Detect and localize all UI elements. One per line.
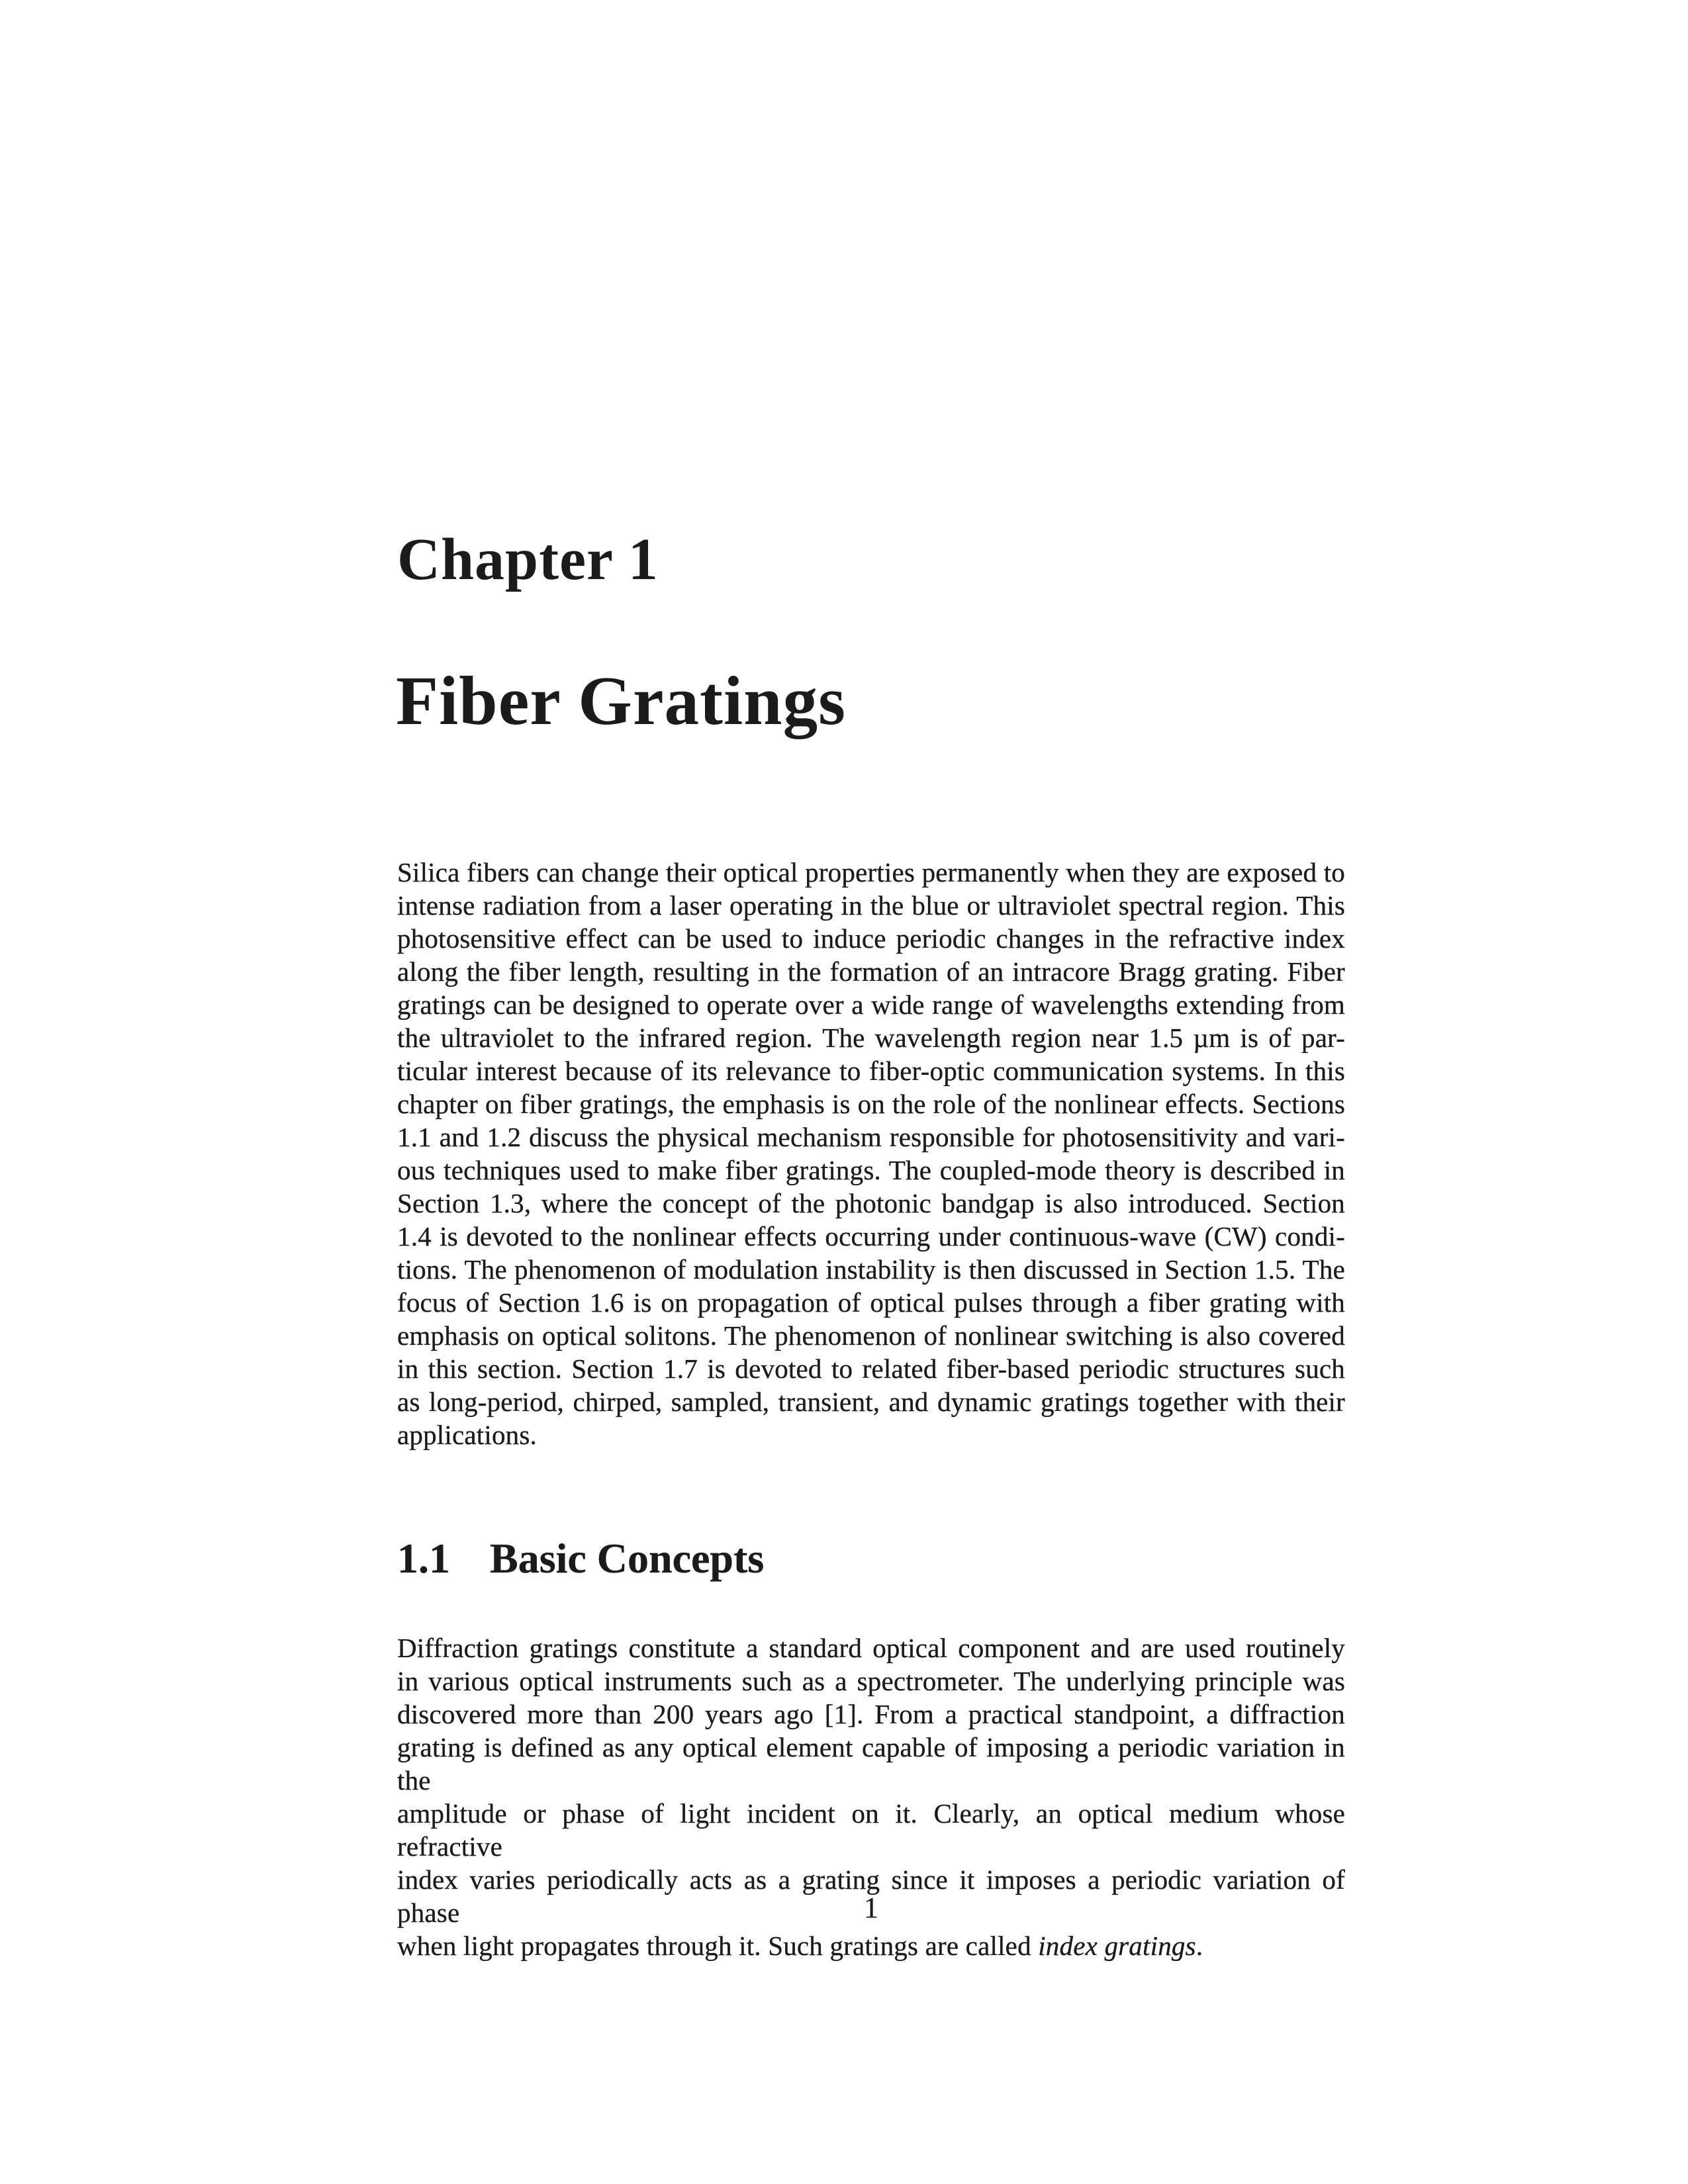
- text-line: Section 1.3, where the concept of the photonic bandgap is also introduced. Section: [397, 1188, 1345, 1218]
- text-line: discovered more than 200 years ago [1]. From a practical standpoint, a diffraction: [397, 1699, 1345, 1729]
- text-line: gratings can be designed to operate over a wide range of wavelengths extending from: [397, 989, 1345, 1020]
- text-line: along the fiber length, resulting in the formation of an intracore Bragg grating. Fiber: [397, 956, 1345, 987]
- text-segment: .: [1196, 1931, 1203, 1961]
- section-title: Basic Concepts: [490, 1535, 765, 1582]
- chapter-title: Fiber Gratings: [396, 662, 846, 739]
- text-line: emphasis on optical solitons. The phenomenon of nonlinear switching is also covered: [397, 1320, 1345, 1351]
- section-number: 1.1: [397, 1535, 450, 1582]
- text-line: grating is defined as any optical element capable of imposing a periodic variation in the: [397, 1732, 1345, 1796]
- text-line: in this section. Section 1.7 is devoted to related fiber-based periodic structures such: [397, 1353, 1345, 1384]
- text-line: photosensitive effect can be used to induce periodic changes in the refractive index: [397, 923, 1345, 954]
- text-line: 1.4 is devoted to the nonlinear effects occurring under continuous-wave (CW) condi-: [397, 1221, 1345, 1251]
- text-line: as long-period, chirped, sampled, transient, and dynamic gratings together with their: [397, 1387, 1345, 1417]
- text-line: index varies periodically acts as a grating since it imposes a periodic variation of phase: [397, 1864, 1345, 1928]
- intro-paragraph: [397, 856, 1345, 1451]
- page-number: 1: [864, 1891, 878, 1924]
- text-line: Diffraction gratings constitute a standard optical component and are used routinely: [397, 1633, 1345, 1663]
- text-segment: when light propagates through it. Such gratings are called: [397, 1931, 1039, 1961]
- text-line: amplitude or phase of light incident on it. Clearly, an optical medium whose refractive: [397, 1798, 1345, 1862]
- text-line: the ultraviolet to the infrared region. The wavelength region near 1.5 µm is of par-: [397, 1023, 1345, 1053]
- section-heading: [397, 1537, 764, 1580]
- text-line: tions. The phenomenon of modulation instability is then discussed in Section 1.5. The: [397, 1254, 1345, 1285]
- text-line: applications.: [397, 1420, 537, 1450]
- chapter-label: Chapter 1: [397, 527, 659, 592]
- italic-term: index gratings: [1038, 1931, 1196, 1961]
- text-line: focus of Section 1.6 is on propagation of optical pulses through a fiber grating with: [397, 1287, 1345, 1318]
- text-line: in various optical instruments such as a spectrometer. The underlying principle was: [397, 1666, 1345, 1696]
- text-line: intense radiation from a laser operating in the blue or ultraviolet spectral region. This: [397, 890, 1345, 921]
- text-line: 1.1 and 1.2 discuss the physical mechanism responsible for photosensitivity and vari-: [397, 1122, 1345, 1152]
- text-line: [397, 1929, 1345, 1962]
- text-line: chapter on fiber gratings, the emphasis is on the role of the nonlinear effects. Sections: [397, 1089, 1345, 1119]
- text-line: ous techniques used to make fiber gratings. The coupled-mode theory is described in: [397, 1155, 1345, 1185]
- text-line: ticular interest because of its relevance to fiber-optic communication systems. In this: [397, 1056, 1345, 1086]
- text-line: Silica fibers can change their optical properties permanently when they are exposed to: [397, 857, 1345, 887]
